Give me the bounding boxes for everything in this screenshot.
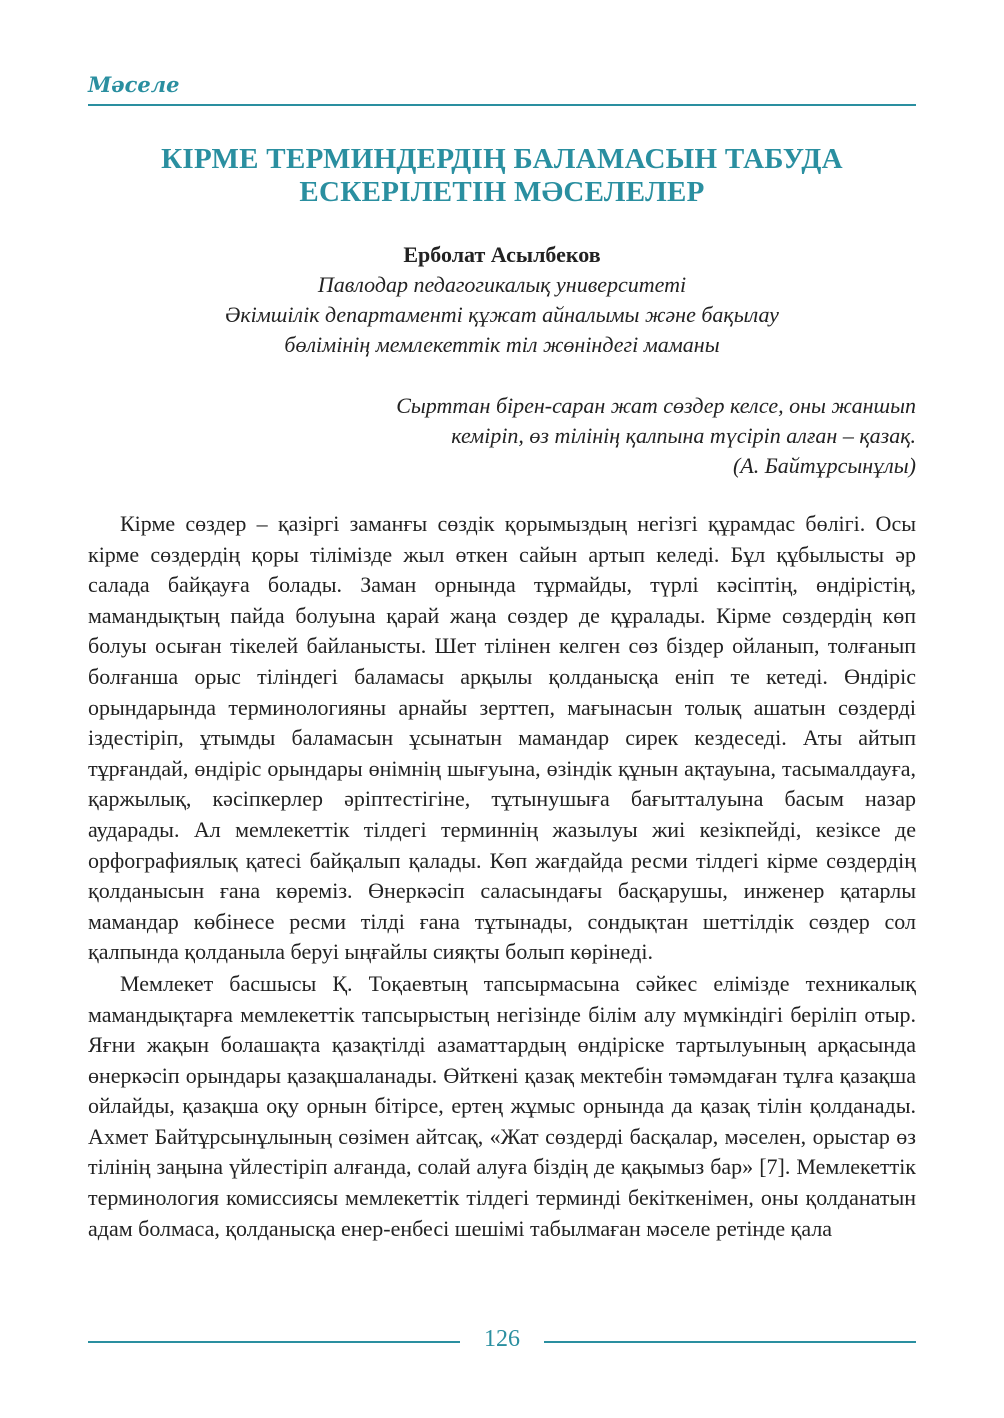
body-paragraph: Кірме сөздер – қазіргі заманғы сөздік қорымыздың негізгі құрамдас бөлігі. Осы кірме сөздердің қоры тілімізде жыл өткен сайын артып келеді. Бұл құбылысты әр салада байқауға болады. Заман орнында тұрмайды, түрлі кәсіптің, өндірістің, мамандықтың пайда болуына қарай жаңа сөздер де құралады. Кірме сөздердің көп болуы осыған тікелей байланысты. Шет тілінен келген сөз біздер ойланып, толғанып болғанша орыс тіліндегі баламасы арқылы қолданысқа еніп те кетеді. Өндіріс орындарында терминологияны арнайы зерттеп, мағынасын толық ашатын сөздерді іздестіріп, ұтымды баламасын ұсынатын мамандар сирек кездеседі. Аты айтып тұрғандай, өндіріс орындары өнімнің шығуына, өзіндік құнын ақтауына, тасымалдауға, қаржылық, кәсіпкерлер әріптестігіне, тұтынушыға бағытталуына басым назар аударады. Ал мемлекеттік тілдегі терминнің жазылуы жиі кезікпейді, кезіксе де орфографиялық қатесі байқалып қалады. Көп жағдайда ресми тілдегі кірме сөздердің қолданысын ғана көреміз. Өнеркәсіп саласындағы басқарушы, инженер қатарлы мамандар көбінесе ресми тілді ғана тұтынады, сондықтан шеттілдік сөздер сол қалпында қолданыла беруі ыңғайлы сияқты болып көрінеді. xyxy=(88,511,916,965)
article-body xyxy=(88,509,916,1244)
footer-rule-left xyxy=(88,1341,460,1343)
footer-rule-right xyxy=(544,1341,916,1343)
author-name: Ерболат Асылбеков xyxy=(403,242,601,267)
body-paragraph: Мемлекет басшысы Қ. Тоқаевтың тапсырмасына сәйкес елімізде техникалық мамандықтарға мемлекеттік тапсырыстың негізінде білім алу мүмкіндігі беріліп отыр. Яғни жақын болашақта қазақтілді азаматтардың өндіріске тартылуының арқасында өнеркәсіп орындары қазақшаланады. Өйткені қазақ мектебін тәмәмдаған тұлға қазақша ойлайды, қазақша оқу орнын бітірсе, ертең жұмыс орнында да қазақ тілін қолданады. Ахмет Байтұрсынұлының сөзімен айтсақ, «Жат сөздерді басқалар, мәселен, орыстар өз тілінің заңына үйлестіріп алғанда, солай алуға біздің де қақымыз бар» [7]. Мемлекеттік терминология комиссиясы мемлекеттік тілдегі терминді бекіткенімен, оны қолданатын адам болмаса, қолданысқа енер-енбесі шешімі табылмаған мәселе ретінде қала xyxy=(88,970,916,1241)
epigraph xyxy=(88,391,916,481)
epigraph-line: кеміріп, өз тілінің қалпына түсіріп алған – қазақ. xyxy=(451,423,916,448)
epigraph-attribution: (А. Байтұрсынұлы) xyxy=(732,453,916,478)
title-line: ЕСКЕРІЛЕТІН МӘСЕЛЕЛЕР xyxy=(299,176,705,208)
epigraph-line: Сырттан бірен-саран жат сөздер келсе, оны жаншып xyxy=(396,393,916,418)
header-rule xyxy=(88,104,916,106)
page-number: 126 xyxy=(484,1326,520,1352)
article-title xyxy=(88,143,916,209)
affiliation-line: бөлімінің мемлекеттік тіл жөніндегі маманы xyxy=(284,332,720,357)
author-block xyxy=(88,240,916,360)
affiliation-line: Павлодар педагогикалық университеті xyxy=(317,272,687,297)
affiliation-line: Әкімшілік департаменті құжат айналымы және бақылау xyxy=(225,302,779,327)
title-line: КІРМЕ ТЕРМИНДЕРДІҢ БАЛАМАСЫН ТАБУДА xyxy=(161,143,843,175)
section-label: Мәселе xyxy=(88,72,180,97)
